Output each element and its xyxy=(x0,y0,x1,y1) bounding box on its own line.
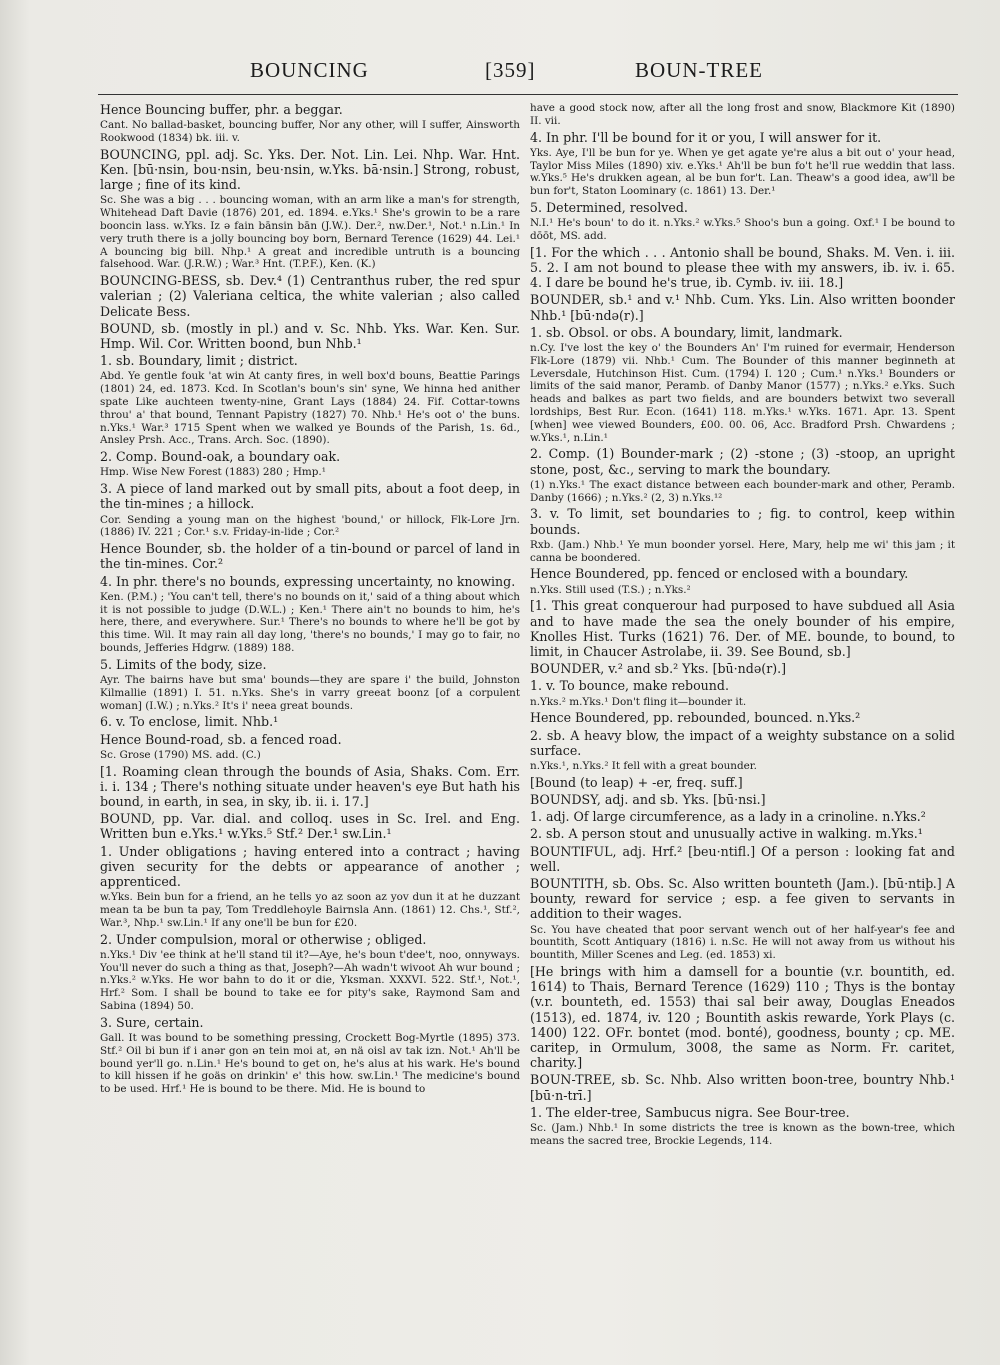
definition-paragraph: 1. The elder-tree, Sambucus nigra. See Bour-tree. xyxy=(530,1104,850,1120)
definition-paragraph: 2. Under compulsion, moral or otherwise ; obliged. xyxy=(100,931,427,947)
definition-paragraph: Hence Bouncing buffer, phr. a beggar. xyxy=(100,102,343,117)
quotation-paragraph: Rxb. (Jam.) Nhb.¹ Ye mun boonder yorsel. Here, Mary, help me wi' this jam ; it canna be boondered. xyxy=(530,538,955,564)
definition-paragraph: 4. In phr. there's no bounds, expressing uncertainty, no knowing. xyxy=(100,573,516,589)
entry-headword-paragraph: BOUNDSY, adj. and sb. Yks. [bū·nsi.] xyxy=(530,792,766,807)
definition-paragraph: 1. adj. Of large circumference, as a lady in a crinoline. n.Yks.² xyxy=(530,809,926,825)
header-left-word: BOUNCING xyxy=(250,58,369,82)
quotation-paragraph: (1) n.Yks.¹ The exact distance between each bounder-mark and other, Peramb. Danby (1666) ; n.Yks.² (2, 3) n.Yks.¹² xyxy=(530,478,955,504)
entry-headword-paragraph: BOUND, sb. (mostly in pl.) and v. Sc. Nhb. Yks. War. Ken. Sur. Hmp. Wil. Cor. Written boond, bun Nhb.¹ xyxy=(100,320,520,351)
definition-paragraph: 2. Comp. Bound-oak, a boundary oak. xyxy=(100,449,341,465)
entry-headword-paragraph: BOUN-TREE, sb. Sc. Nhb. Also written boon-tree, bountry Nhb.¹ [bū·n-trī.] xyxy=(530,1072,955,1103)
quotation-paragraph: Sc. Grose (1790) MS. add. (C.) xyxy=(100,748,261,761)
quotation-paragraph: Yks. Aye, I'll be bun for ye. When ye get agate ye're alus a bit out o' your head, Taylor Miss Miles (1890) xiv. e.Yks.¹ Ah'll be bun fo't he'll rue weddin that lass. w.Yks.⁵ He's drukken agean, al be bun for't. Lan. Theaw's a good idea, aw'll be bun for't, Staton Loominary (c. 1861) 13. Der.¹ xyxy=(530,146,955,198)
right-column xyxy=(530,102,955,1242)
definition-paragraph: 2. Comp. (1) Bounder-mark ; (2) -stone ; (3) -stoop, an upright stone, post, &c., serving to mark the boundary. xyxy=(530,446,955,477)
header-right-word: BOUN-TREE xyxy=(635,58,763,82)
quotation-paragraph: Sc. She was a big . . . bouncing woman, with an arm like a man's for strength, Whitehead Daft Davie (1876) 201, ed. 1894. e.Yks.¹ She's growin to be a rare booncin lass. w.Yks. Iz ə fain bānsin bān (J.W.). Der.², nw.Der.¹, Not.¹ n.Lin.¹ In very truth there is a jolly bouncing boy born, Bernard Terence (1629) 44. Lei.¹ A bouncing big bill. Nhp.¹ A great and incredible untruth is a bouncing falsehood. War. (J.R.W.) ; War.³ Hnt. (T.P.F.), Ken. (K.) xyxy=(100,194,520,271)
quotation-paragraph: Gall. It was bound to be something pressing, Crockett Bog-Myrtle (1895) 373. Stf.² Oil bi bun if i anər gon ən tein moi at, ən nä oisl av tak izn. Not.¹ Ah'll be bound yer'll go. n.Lin.¹ He's bound to get on, he's alus at his wark. He's bound to kill hissen if he goäs on drinkin' e' this how. sw.Lin.¹ The medicine's bound to be used. Hrf.¹ He is bound to be there. Mid. He is bound to xyxy=(100,1031,520,1096)
entry-headword-paragraph: BOUNCING, ppl. adj. Sc. Yks. Der. Not. Lin. Lei. Nhp. War. Hnt. Ken. [bū·nsin, bou·nsin, beu·nsin, w.Yks. bā·nsin.] Strong, robust, large ; fine of its kind. xyxy=(100,146,520,193)
quotation-paragraph: Ayr. The bairns have but sma' bounds—they are spare i' the build, Johnston Kilmallie (1891) I. 51. n.Yks. She's in varry greeat boonz [of a corpulent woman] (I.W.) ; n.Yks.² It's i' neea great bounds. xyxy=(100,673,520,712)
definition-paragraph: Hence Boundered, pp. fenced or enclosed with a boundary. xyxy=(530,566,909,582)
quotation-paragraph: Sc. You have cheated that poor servant wench out of her half-year's fee and bountith, Scott Antiquary (1816) i. n.Sc. He will not away from us without his bountith, Miller Scenes and Leg. (ed. 1853) xi. xyxy=(530,923,955,962)
quotation-paragraph: w.Yks. Bein bun for a friend, an he tells yo az soon az yov dun it at he duzzant mean ta be bun ta pay, Tom Treddlehoyle Bairnsla Ann. (1861) 12. Chs.¹, Stf.², War.³, Nhp.¹ sw.Lin.¹ If any one'll be bun for £20. xyxy=(100,891,520,929)
quotation-paragraph: Ken. (P.M.) ; 'You can't tell, there's no bounds on it,' said of a thing about which it is not possible to judge (D.W.L.) ; Ken.¹ There ain't no bounds to him, he's here, there, and everywhere. Sur.¹ There's no bounds to where he'll be got by this time. Wil. It may rain all day long, 'there's no bounds,' I may go to fair, no bounds, Jefferies Hdgrw. (1889) 188. xyxy=(100,590,520,654)
entry-headword-paragraph: BOUNDER, v.² and sb.² Yks. [bū·ndə(r).] xyxy=(530,661,787,677)
entry-headword-paragraph: BOUNTIFUL, adj. Hrf.² [beu·ntifl.] Of a person : looking fat and well. xyxy=(530,843,955,874)
quotation-paragraph: Abd. Ye gentle fouk 'at win At canty fires, in well box'd bouns, Beattie Parings (1801) 24, ed. 1873. Kcd. In Scotlan's boun's sin' syne, We hinna hed anither spate Like auchteen twenty-nine, Grant Lays (1884) 24. Fif. Cottar-towns throu' a' that bound, Tennant Papistry (1827) 70. Nhb.¹ He's oot o' the buns. n.Yks.¹ War.³ 1715 Spent when we walked ye Bounds of the Parish, 1s. 6d., Ansley Prsh. Acc., Trans. Arch. Soc. (1890). xyxy=(100,370,520,447)
definition-paragraph: 1. sb. Obsol. or obs. A boundary, limit, landmark. xyxy=(530,324,843,340)
quotation-paragraph: n.Yks. Still used (T.S.) ; n.Yks.² xyxy=(530,583,691,596)
definition-paragraph: 6. v. To enclose, limit. Nhb.¹ xyxy=(100,714,279,730)
quotation-paragraph: n.Yks.² m.Yks.¹ Don't fling it—bounder it. xyxy=(530,695,747,708)
quotation-paragraph: Cant. No ballad-basket, bouncing buffer, Nor any other, will I suffer, Ainsworth Rookwood (1834) bk. iii. v. xyxy=(100,119,520,144)
quotation-paragraph: Cor. Sending a young man on the highest 'bound,' or hillock, Flk-Lore Jrn. (1886) IV. 221 ; Cor.¹ s.v. Friday-in-lide ; Cor.² xyxy=(100,513,520,539)
definition-paragraph: [1. This great conquerour had purposed to have subdued all Asia and to have made the sea the onely bounder of his empire, Knolles Hist. Turks (1621) 76. Der. of ME. bounde, to bound, to limit, in Chaucer Astrolabe, ii. 39. See Bound, sb.] xyxy=(530,598,955,659)
entry-headword-paragraph: BOUNDER, sb.¹ and v.¹ Nhb. Cum. Yks. Lin. Also written boonder Nhb.¹ [bū·ndə(r).] xyxy=(530,292,955,323)
definition-paragraph: 3. A piece of land marked out by small pits, about a foot deep, in the tin-mines ; a hillock. xyxy=(100,481,520,512)
quotation-paragraph: n.Yks.¹, n.Yks.² It fell with a great bounder. xyxy=(530,760,757,772)
left-column xyxy=(100,102,520,1242)
running-header xyxy=(90,58,950,92)
entry-headword-paragraph: BOUND, pp. Var. dial. and colloq. uses in Sc. Irel. and Eng. Written bun e.Yks.¹ w.Yks.⁵ Stf.² Der.¹ sw.Lin.¹ xyxy=(100,811,520,842)
quotation-paragraph: N.I.¹ He's boun' to do it. n.Yks.² w.Yks.⁵ Shoo's bun a going. Oxf.¹ I be bound to dōōt, MS. add. xyxy=(530,217,955,242)
definition-paragraph: Hence Bounder, sb. the holder of a tin-bound or parcel of land in the tin-mines. Cor.² xyxy=(100,541,520,572)
definition-paragraph: [1. For the which . . . Antonio shall be bound, Shaks. M. Ven. i. iii. 5. 2. I am not bound to please thee with my answers, ib. iv. i. 65. 4. I dare be bound he's true, ib. Cymb. iv. iii. 18.] xyxy=(530,244,955,291)
definition-paragraph: 1. Under obligations ; having entered into a contract ; having given security for the debts or appearance of another ; apprenticed. xyxy=(100,843,520,889)
entry-headword-paragraph: BOUNCING-BESS, sb. Dev.⁴ (1) Centranthus ruber, the red spur valerian ; (2) Valeriana celtica, the white valerian ; also called Delicate Bess. xyxy=(100,273,520,319)
quotation-paragraph: Hmp. Wise New Forest (1883) 280 ; Hmp.¹ xyxy=(100,466,326,479)
definition-paragraph: [1. Roaming clean through the bounds of Asia, Shaks. Com. Err. i. i. 134 ; There's nothing situate under heaven's eye But hath his bound, in earth, in sea, in sky, ib. ii. i. 17.] xyxy=(100,763,520,809)
definition-paragraph: 4. In phr. I'll be bound for it or you, I will answer for it. xyxy=(530,129,882,145)
page-number: [359] xyxy=(485,58,536,82)
entry-headword-paragraph: BOUNTITH, sb. Obs. Sc. Also written bounteth (Jam.). [bū·ntiþ.] A bounty, reward for service ; esp. a fee given to servants in addition to their wages. xyxy=(530,876,955,922)
definition-paragraph: Hence Bound-road, sb. a fenced road. xyxy=(100,731,342,747)
definition-paragraph: [He brings with him a damsell for a bountie (v.r. bountith, ed. 1614) to Thais, Bernard Terence (1629) 110 ; Thys is the bontay (v.r. bounteth, ed. 1553) thai sal beir away, Douglas Eneados (1513), ed. 1874, iv. 120 ; Bountith askis rewarde, York Plays (c. 1400) 122. OFr. bontet (mod. bonté), goodness, bounty ; cp. ME. caritep, in Ormulum, 3008, the same as Norm. Fr. caritet, charity.] xyxy=(530,964,955,1071)
header-rule xyxy=(98,94,958,95)
quotation-paragraph: Sc. (Jam.) Nhb.¹ In some districts the tree is known as the bown-tree, which means the sacred tree, Brockie Legends, 114. xyxy=(530,1122,955,1147)
definition-paragraph: 1. sb. Boundary, limit ; district. xyxy=(100,353,298,369)
quotation-paragraph: n.Yks.¹ Div 'ee think at he'll stand til it?—Aye, he's boun t'dee't, noo, onnyways. You'll never do such a thing as that, Joseph?—Ah wadn't wivoot Ah wur bound ; n.Yks.² w.Yks. He wor bahn to do it or die, Yksman. XXXVI. 522. Stf.¹, Not.¹, Hrf.² Som. I shall be bound to take ee for pity's sake, Raymond Sam and Sabina (1894) 50. xyxy=(100,948,520,1012)
quotation-paragraph: n.Cy. I've lost the key o' the Bounders An' I'm ruined for evermair, Henderson Flk-Lore (1879) vii. Nhb.¹ Cum. The Bounder of this manner beginneth at Leversdale, Hutchinson Hist. Cum. (1794) I. 120 ; Cum.¹ n.Yks.¹ Bounders or limits of the said manor, Peramb. of Danby Manor (1577) ; n.Yks.² e.Yks. Such heads and balkes as part two fields, and are bounders betwixt two severall lordships, Best Rur. Econ. (1641) 118. m.Yks.¹ w.Yks. 1671. Apr. 13. Spent [when] wee viewed Bounders, £00. 00. 06, Acc. Bradford Prsh. Chwardens ; w.Yks.¹, n.Lin.¹ xyxy=(530,342,955,444)
definition-paragraph: 2. sb. A heavy blow, the impact of a weighty substance on a solid surface. xyxy=(530,727,955,758)
definition-paragraph: 1. v. To bounce, make rebound. xyxy=(530,678,729,694)
quotation-paragraph: have a good stock now, after all the long frost and snow, Blackmore Kit (1890) II. vii. xyxy=(530,102,955,127)
definition-paragraph: 3. Sure, certain. xyxy=(100,1014,204,1030)
definition-paragraph: 3. v. To limit, set boundaries to ; fig. to control, keep within bounds. xyxy=(530,506,955,537)
definition-paragraph: 5. Determined, resolved. xyxy=(530,199,688,215)
definition-paragraph: [Bound (to leap) + -er, freq. suff.] xyxy=(530,774,743,790)
definition-paragraph: 2. sb. A person stout and unusually active in walking. m.Yks.¹ xyxy=(530,826,923,842)
definition-paragraph: 5. Limits of the body, size. xyxy=(100,656,267,672)
definition-paragraph: Hence Boundered, pp. rebounded, bounced. n.Yks.² xyxy=(530,710,861,726)
